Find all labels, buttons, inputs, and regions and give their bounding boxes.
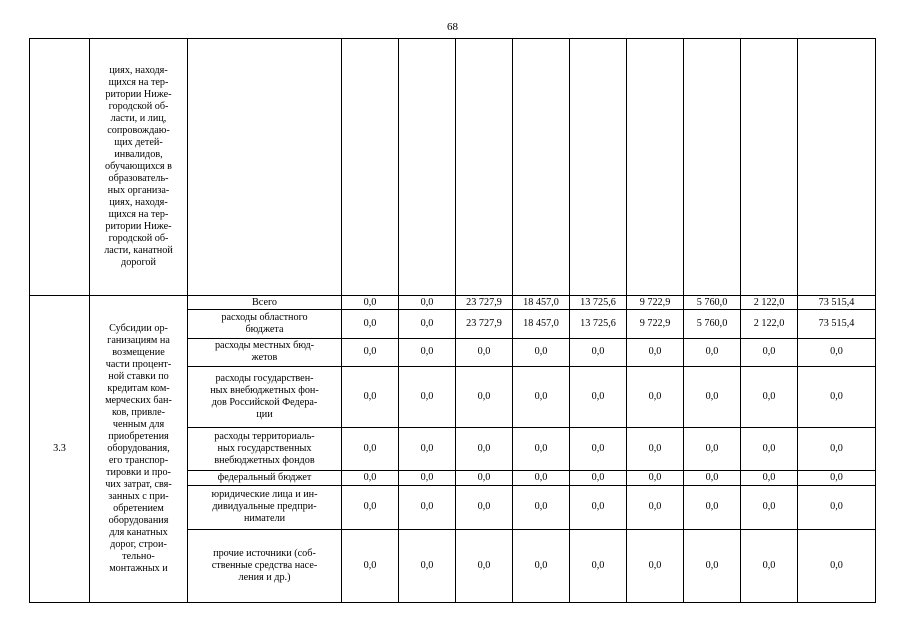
value-cell: 0,0: [456, 338, 513, 366]
name-line: тельно-: [122, 551, 155, 563]
value-cell: 0,0: [684, 338, 741, 366]
value-cell: 0,0: [513, 471, 570, 485]
value-cell: 0,0: [399, 367, 456, 428]
funding-source-cell: [188, 338, 342, 366]
name-line: возмещение: [112, 347, 165, 359]
value-cell: 9 722,9: [627, 310, 684, 338]
value-cell: 0,0: [798, 338, 876, 366]
value-cell: 0,0: [798, 530, 876, 603]
name-line: Субсидии ор-: [109, 323, 168, 335]
value-cell: 0,0: [513, 485, 570, 530]
name-line: ченным для: [112, 419, 165, 431]
source-line: дов Российской Федера-: [211, 396, 318, 408]
empty-cell: [684, 39, 741, 296]
value-cell: 0,0: [342, 530, 399, 603]
name-line: части процент-: [105, 359, 172, 371]
value-cell: 0,0: [342, 310, 399, 338]
name-line: дорогой: [121, 257, 156, 269]
value-cell: 0,0: [342, 471, 399, 485]
value-cell: 0,0: [627, 367, 684, 428]
name-line: тировки и про-: [106, 467, 171, 479]
source-line: расходы государствен-: [215, 372, 314, 384]
value-cell: 0,0: [513, 427, 570, 471]
source-line: прочие источники (соб-: [213, 548, 316, 560]
value-cell: 0,0: [456, 427, 513, 471]
value-cell: 0,0: [456, 485, 513, 530]
name-line: ласти, и лиц,: [110, 113, 167, 125]
value-cell: 0,0: [741, 485, 798, 530]
name-line: чих затрат, свя-: [105, 479, 172, 491]
value-cell: 0,0: [627, 485, 684, 530]
value-cell: 5 760,0: [684, 296, 741, 310]
funding-source-cell: [188, 427, 342, 471]
value-cell: 0,0: [627, 530, 684, 603]
empty-cell: [798, 39, 876, 296]
source-line: бюджета: [245, 324, 284, 336]
empty-cell: [342, 39, 399, 296]
name-line: циях, находя-: [109, 65, 168, 77]
empty-cell: [570, 39, 627, 296]
name-line: ласти, канатной: [104, 245, 173, 257]
value-cell: 0,0: [399, 530, 456, 603]
value-cell: 0,0: [456, 530, 513, 603]
value-cell: 0,0: [399, 427, 456, 471]
value-cell: 0,0: [342, 427, 399, 471]
source-line: жетов: [251, 352, 278, 364]
value-cell: 0,0: [741, 338, 798, 366]
value-cell: 13 725,6: [570, 310, 627, 338]
funding-source-cell: [188, 485, 342, 530]
name-line: занных с при-: [108, 491, 169, 503]
value-cell: 0,0: [684, 485, 741, 530]
name-line: сопровождаю-: [107, 125, 170, 137]
value-cell: 0,0: [570, 485, 627, 530]
name-line: дорог, строи-: [110, 539, 167, 551]
value-cell: 0,0: [342, 485, 399, 530]
value-cell: 0,0: [399, 485, 456, 530]
name-line: инвалидов,: [114, 149, 163, 161]
value-cell: 5 760,0: [684, 310, 741, 338]
name-line: кредитам ком-: [107, 383, 170, 395]
name-line: городской об-: [108, 233, 169, 245]
empty-cell: [627, 39, 684, 296]
value-cell: 0,0: [399, 338, 456, 366]
name-line: оборудования,: [107, 443, 170, 455]
value-cell: 0,0: [741, 367, 798, 428]
value-cell: 0,0: [798, 471, 876, 485]
item-number-cell: 3.3: [30, 296, 90, 603]
value-cell: 0,0: [741, 427, 798, 471]
source-line: ления и др.): [238, 572, 291, 584]
empty-cell: [513, 39, 570, 296]
source-line: ных внебюджетных фон-: [210, 384, 319, 396]
value-cell: 0,0: [456, 471, 513, 485]
name-line: для канатных: [109, 527, 168, 539]
empty-cell: [456, 39, 513, 296]
value-cell: 0,0: [684, 427, 741, 471]
value-cell: 0,0: [627, 338, 684, 366]
value-cell: 0,0: [684, 471, 741, 485]
empty-cell: [188, 39, 342, 296]
source-line: расходы территориаль-: [214, 431, 315, 443]
funding-source-cell: [188, 471, 342, 485]
value-cell: 0,0: [342, 367, 399, 428]
value-cell: 0,0: [513, 367, 570, 428]
value-cell: 23 727,9: [456, 310, 513, 338]
source-line: расходы областного: [221, 312, 308, 324]
value-cell: 0,0: [684, 367, 741, 428]
value-cell: 0,0: [741, 471, 798, 485]
name-line: ных организа-: [107, 185, 170, 197]
source-line: ции: [256, 408, 273, 420]
source-line: юридические лица и ин-: [211, 489, 318, 501]
value-cell: 2 122,0: [741, 310, 798, 338]
name-line: приобретения: [108, 431, 169, 443]
source-line: ных государственных: [217, 443, 312, 455]
empty-cell: [741, 39, 798, 296]
name-line: ной ставки по: [108, 371, 169, 383]
value-cell: 0,0: [399, 296, 456, 310]
source-line: расходы местных бюд-: [214, 340, 315, 352]
empty-cell: [399, 39, 456, 296]
page-number: 68: [447, 21, 458, 33]
name-line: ритории Ниже-: [105, 221, 172, 233]
value-cell: 0,0: [513, 530, 570, 603]
value-cell: 73 515,4: [798, 310, 876, 338]
name-line: монтажных и: [109, 563, 168, 575]
name-line: ганизациям на: [107, 335, 170, 347]
value-cell: 0,0: [570, 367, 627, 428]
value-cell: 0,0: [399, 310, 456, 338]
continuation-number-cell: [30, 39, 90, 296]
value-cell: 0,0: [798, 427, 876, 471]
name-line: щихся на тер-: [108, 209, 169, 221]
value-cell: 0,0: [798, 485, 876, 530]
value-cell: 0,0: [627, 471, 684, 485]
value-cell: 18 457,0: [513, 310, 570, 338]
name-line: ритории Ниже-: [105, 89, 172, 101]
value-cell: 0,0: [456, 367, 513, 428]
source-line: федеральный бюджет: [217, 471, 312, 483]
name-line: оборудования: [108, 515, 169, 527]
value-cell: 9 722,9: [627, 296, 684, 310]
source-line: ниматели: [243, 513, 286, 525]
funding-source-cell: [188, 310, 342, 338]
source-line: дивидуальные предпри-: [212, 501, 317, 513]
source-line: Всего: [252, 296, 277, 308]
name-line: циях, находя-: [109, 197, 168, 209]
funding-source-cell: [188, 367, 342, 428]
value-cell: 2 122,0: [741, 296, 798, 310]
name-line: его транспор-: [108, 455, 169, 467]
value-cell: 23 727,9: [456, 296, 513, 310]
source-line: ственные средства насе-: [211, 560, 318, 572]
value-cell: 0,0: [570, 471, 627, 485]
value-cell: 0,0: [399, 471, 456, 485]
funding-source-cell: [188, 530, 342, 603]
value-cell: 0,0: [684, 530, 741, 603]
value-cell: 18 457,0: [513, 296, 570, 310]
value-cell: 0,0: [570, 338, 627, 366]
name-line: обретением: [113, 503, 164, 515]
source-line: внебюджетных фондов: [214, 455, 315, 467]
name-line: мерческих бан-: [105, 395, 172, 407]
name-line: щихся на тер-: [108, 77, 169, 89]
value-cell: 0,0: [342, 338, 399, 366]
name-line: образователь-: [108, 173, 169, 185]
funding-source-cell: [188, 296, 342, 310]
value-cell: 13 725,6: [570, 296, 627, 310]
continuation-name-cell: [90, 39, 188, 296]
funding-row-total: [30, 296, 876, 310]
value-cell: 0,0: [342, 296, 399, 310]
continuation-row: [30, 39, 876, 296]
value-cell: 73 515,4: [798, 296, 876, 310]
value-cell: 0,0: [627, 427, 684, 471]
funding-table: [29, 38, 876, 603]
name-line: ков, привле-: [111, 407, 166, 419]
name-line: городской об-: [108, 101, 169, 113]
value-cell: 0,0: [741, 530, 798, 603]
value-cell: 0,0: [570, 530, 627, 603]
value-cell: 0,0: [513, 338, 570, 366]
name-line: обучающихся в: [105, 161, 172, 173]
value-cell: 0,0: [570, 427, 627, 471]
item-name-cell: [90, 296, 188, 603]
value-cell: 0,0: [798, 367, 876, 428]
name-line: щих детей-: [114, 137, 163, 149]
